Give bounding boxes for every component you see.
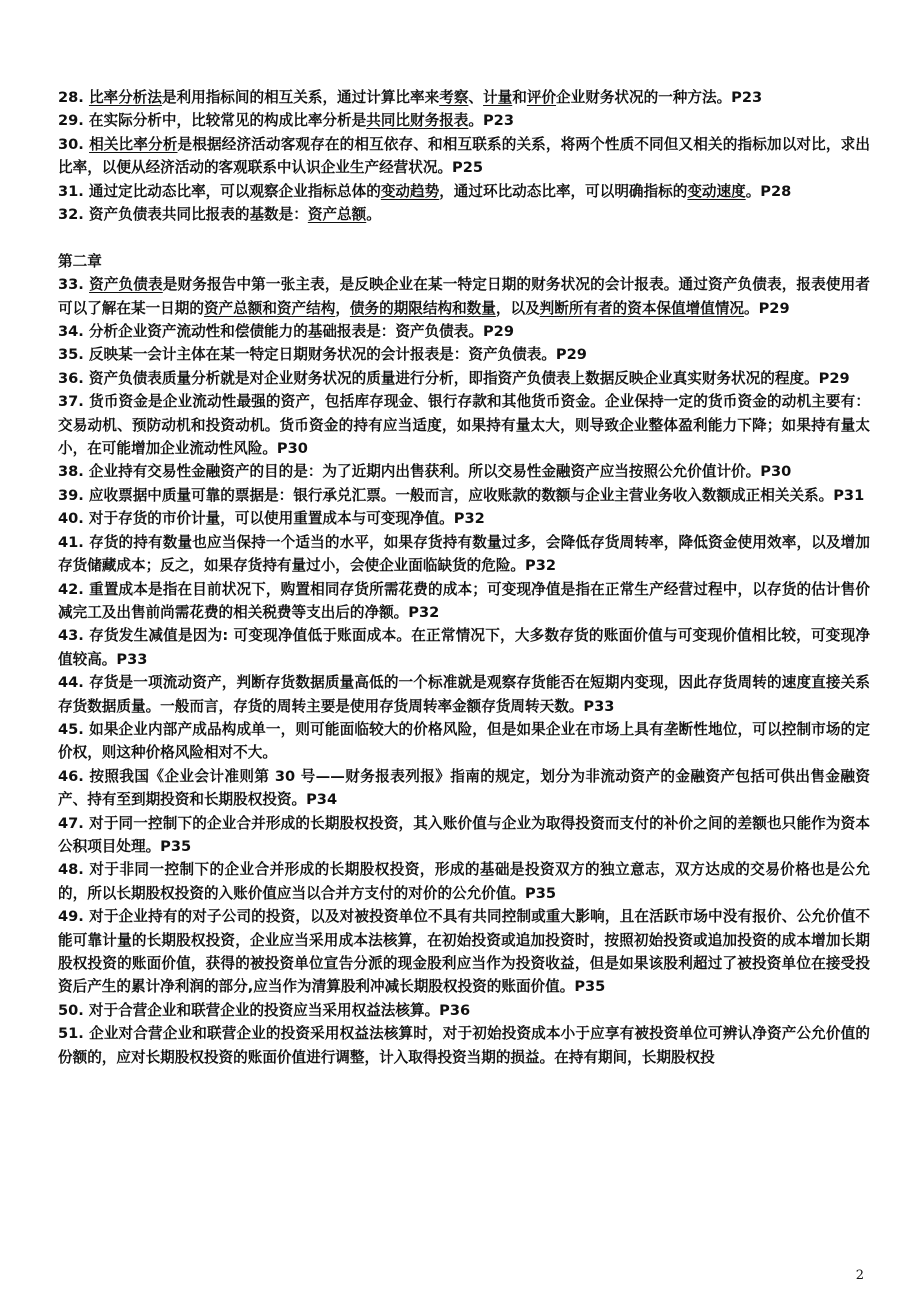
chapter-heading xyxy=(58,250,870,273)
text-run: 。P28 xyxy=(745,182,792,200)
list-item-p47 xyxy=(58,812,870,859)
text-run: 是利用指标间的相互关系，通过计算比率来 xyxy=(161,89,440,106)
text-run: 37. 货币资金是企业流动性最强的资产，包括库存现金、银行存款和其他货币资金。企业保持一定的货币资金的动机主要有：交易动机、预防动机和投资动机。货币资金的持有应当适度，如果持有量太大，则导致企业整体盈利能力下降；如果持有量太小，在可能增加企业流动性风险。P30 xyxy=(58,393,870,458)
list-item-p42 xyxy=(58,578,870,625)
list-item-p41 xyxy=(58,531,870,578)
text-run: 40. 对于存货的市价计量，可以使用重置成本与可变现净值。P32 xyxy=(58,510,485,528)
text-run: 企业财务状况的一种方法。P23 xyxy=(556,89,763,106)
page-number: 2 xyxy=(855,1268,864,1283)
list-item-p49 xyxy=(58,905,870,999)
text-run: 48. 对于非同一控制下的企业合并形成的长期股权投资，形成的基础是投资双方的独立意志，双方达成的交易价格也是公允的，所以长期股权投资的入账价值应当以合并方支付的对价的公允价值。P35 xyxy=(58,861,870,902)
text-run: 33. xyxy=(58,276,90,294)
underlined-term: 比率分析法 xyxy=(88,89,162,106)
list-item-p51 xyxy=(58,1022,870,1069)
text-run: 31. 通过定比动态比率，可以观察企业指标总体的 xyxy=(58,182,381,200)
underlined-term: 考察 xyxy=(439,89,469,106)
list-item-p43 xyxy=(58,624,870,671)
list-item-p32 xyxy=(58,203,870,226)
text-run: 39. 应收票据中质量可靠的票据是：银行承兑汇票。一般而言，应收账款的数额与企业主营业务收入数额成正相关关系。P31 xyxy=(58,486,865,504)
list-item-p44 xyxy=(58,671,870,718)
underlined-term: 计量 xyxy=(483,89,513,106)
text-run: 47. 对于同一控制下的企业合并形成的长期股权投资，其入账价值与企业为取得投资而支付的补价之间的差额也只能作为资本公积项目处理。P35 xyxy=(58,814,870,855)
list-item-p30 xyxy=(58,133,870,180)
list-item-p36 xyxy=(58,367,870,390)
underlined-term: 债务的期限结构和数量 xyxy=(349,299,496,317)
underlined-term: 评价 xyxy=(526,89,557,106)
text-run: 30. xyxy=(58,135,90,153)
list-item-p31 xyxy=(58,180,870,203)
text-run: 28. xyxy=(58,89,89,106)
underlined-term: 共同比财务报表 xyxy=(366,112,469,130)
list-item-p29 xyxy=(58,109,870,132)
underlined-term: 变动趋势 xyxy=(380,182,440,200)
text-run: 43. 存货发生减值是因为: 可变现净值低于账面成本。在正常情况下，大多数存货的账面价值与可变现价值相比较，可变现净值较高。P33 xyxy=(58,627,870,668)
text-run: 44. 存货是一项流动资产，判断存货数据质量高低的一个标准就是观察存货能否在短期内变现，因此存货周转的速度直接关系存货数据质量。一般而言，存货的周转主要是使用存货周转率金额存货周转天数。P33 xyxy=(58,674,870,715)
text-run: 第二章 xyxy=(58,252,102,270)
text-run: 38. 企业持有交易性金融资产的目的是：为了近期内出售获利。所以交易性金融资产应当按照公允价值计价。P30 xyxy=(58,463,792,481)
text-run: 是财务报告中第一张主表，是反映企业在某一特定日期的财务状况的会计报表。通过资产负债表，报表使用者可以了解在某一日期的 xyxy=(58,276,870,317)
list-item-p48 xyxy=(58,858,870,905)
text-run: 50. 对于合营企业和联营企业的投资应当采用权益法核算。P36 xyxy=(58,1001,471,1019)
underlined-term: 相关比率分析 xyxy=(89,135,178,153)
list-item-p38 xyxy=(58,460,870,483)
text-run: 46. 按照我国《企业会计准则第 30 号——财务报表列报》指南的规定，划分为非流动资产的金融资产包括可供出售金融资产、持有至到期投资和长期股权投资。P34 xyxy=(58,767,870,809)
underlined-term: 资产负债表 xyxy=(89,276,163,294)
document-body xyxy=(58,86,870,1069)
list-item-p33 xyxy=(58,273,870,320)
text-run: 29. 在实际分析中，比较常见的构成比率分析是 xyxy=(58,112,367,130)
text-run: 36. 资产负债表质量分析就是对企业财务状况的质量进行分析，即指资产负债表上数据反映企业真实财务状况的程度。P29 xyxy=(58,369,850,387)
text-run: 32. 资产负债表共同比报表的基数是： xyxy=(58,206,308,224)
underlined-term: 判断所有者的资本保值增值情况 xyxy=(539,299,744,317)
text-run: 35. 反映某一会计主体在某一特定日期财务状况的会计报表是：资产负债表。P29 xyxy=(58,346,587,364)
text-run: ， xyxy=(335,299,350,317)
list-item-p39 xyxy=(58,484,870,507)
list-item-p40 xyxy=(58,507,870,530)
text-run: ，以及 xyxy=(495,299,540,317)
list-item-p28 xyxy=(58,86,870,109)
text-run: 49. 对于企业持有的对子公司的投资，以及对被投资单位不具有共同控制或重大影响，且在活跃市场中没有报价、公允价值不能可靠计量的长期股权投资，企业应当采用成本法核算，在初始投资或追加投资时，按照初始投资或追加投资的成本增加长期股权投资的账面价值，获得的被投资单位宣告分派的现金股利应当作为投资收益，但是如果该股利超过了被投资单位在接受投资后产生的累计净利润的部分,应当作为清算股利冲减长期股权投资的账面价值。P35 xyxy=(58,908,870,996)
text-run: 41. 存货的持有数量也应当保持一个适当的水平，如果存货持有数量过多，会降低存货周转率，降低资金使用效率，以及增加存货储藏成本；反之，如果存货持有量过小，会使企业面临缺货的危险。P32 xyxy=(58,533,870,575)
underlined-term: 资产总额和资产结构 xyxy=(203,299,336,317)
list-item-p50 xyxy=(58,999,870,1022)
list-item-p35 xyxy=(58,343,870,366)
underlined-term: 资产总额 xyxy=(307,206,367,224)
text-run: 51. 企业对合营企业和联营企业的投资采用权益法核算时，对于初始投资成本小于应享有被投资单位可辨认净资产公允价值的份额的，应对长期股权投资的账面价值进行调整，计入取得投资当期的损益。在持有期间，长期股权投 xyxy=(58,1025,870,1066)
text-run: 。P29 xyxy=(744,299,790,317)
list-item-p37 xyxy=(58,390,870,460)
text-run: 45. 如果企业内部产成品构成单一，则可能面临较大的价格风险，但是如果企业在市场上具有垄断性地位，可以控制市场的定价权，则这种价格风险相对不大。 xyxy=(58,720,870,762)
list-item-p46 xyxy=(58,765,870,812)
text-run: 。P23 xyxy=(468,112,514,130)
text-run: 42. 重置成本是指在目前状况下，购置相同存货所需花费的成本；可变现净值是指在正常生产经营过程中，以存货的估计售价减完工及出售前尚需花费的相关税费等支出后的净额。P32 xyxy=(58,580,870,621)
list-item-p34 xyxy=(58,320,870,343)
text-run: 和 xyxy=(512,89,527,106)
list-item-p45 xyxy=(58,718,870,765)
text-run: 34. 分析企业资产流动性和偿债能力的基础报表是：资产负债表。P29 xyxy=(58,323,514,341)
underlined-term: 变动速度 xyxy=(687,182,746,200)
text-run: 。 xyxy=(366,206,381,224)
text-run: 、 xyxy=(468,89,484,106)
text-run: ，通过环比动态比率，可以明确指标的 xyxy=(439,182,688,200)
text-run: 是根据经济活动客观存在的相互依存、和相互联系的关系，将两个性质不同但又相关的指标加以对比，求出比率，以便从经济活动的客观联系中认识企业生产经营状况。P25 xyxy=(58,135,870,177)
